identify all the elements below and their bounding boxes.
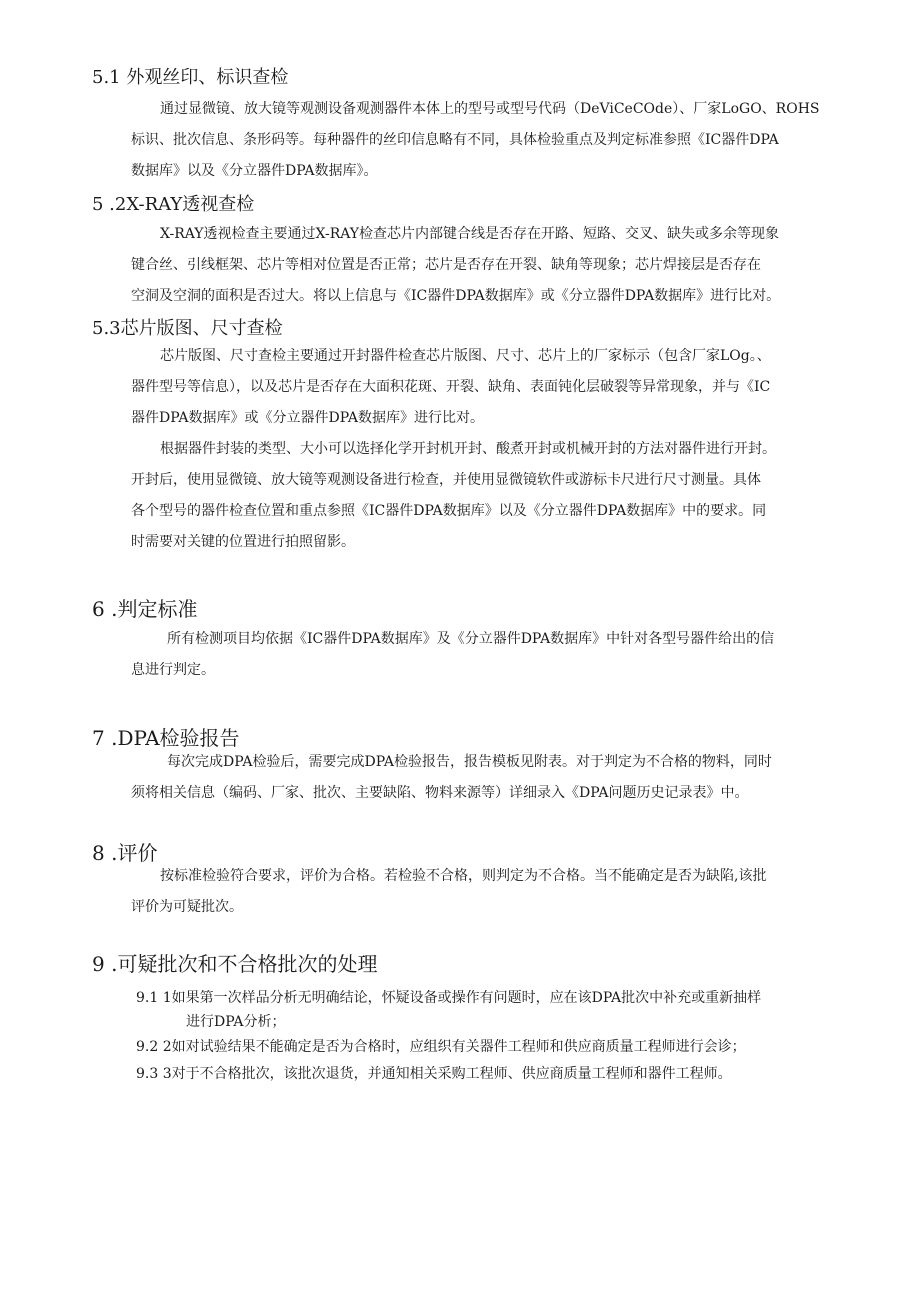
body-line: 根据器件封装的类型、大小可以选择化学开封机开封、酸煮开封或机械开封的方法对器件进行开封。 <box>160 441 776 457</box>
body-line: 数据库》以及《分立器件DPA数据库》。 <box>131 163 378 179</box>
body-line: 开封后，使用显微镜、放大镜等观测设备进行检查，并使用显微镜软件或游标卡尺进行尺寸测量。具体 <box>131 472 761 488</box>
item-9-2 <box>136 1035 746 1059</box>
section-5-3-para-1 <box>131 341 771 434</box>
body-line: 评价为可疑批次。 <box>131 899 243 915</box>
item-line: 9.1 1如果第一次样品分析无明确结论，怀疑设备或操作有问题时，应在该DPA批次中补充或重新抽样 <box>136 990 762 1006</box>
section-5-3-heading: 5.3芯片版图、尺寸查检 <box>92 318 283 339</box>
section-8-body <box>131 861 766 923</box>
body-line: 须将相关信息（编码、厂家、批次、主要缺陷、物料来源等）详细录入《DPA问题历史记录表》中。 <box>131 785 749 801</box>
body-line: 器件型号等信息），以及芯片是否存在大面积花斑、开裂、缺角、表面钝化层破裂等异常现象，并与《IC <box>131 379 771 395</box>
body-line: X-RAY透视检查主要通过X-RAY检查芯片内部键合线是否存在开路、短路、交叉、缺失或多余等现象 <box>160 226 780 242</box>
body-line: 所有检测项目均依据《IC器件DPA数据库》及《分立器件DPA数据库》中针对各型号器件给出的信 <box>167 631 775 647</box>
section-5-1-body <box>131 94 820 187</box>
section-6-heading: 6 .判定标准 <box>92 597 198 621</box>
section-7-body <box>131 747 772 809</box>
item-9-3 <box>136 1062 732 1086</box>
body-line: 芯片版图、尺寸查检主要通过开封器件检查芯片版图、尺寸、芯片上的厂家标示（包含厂家LOg。、 <box>160 348 771 364</box>
section-5-2-heading: 5 .2X-RAY透视查检 <box>92 194 255 215</box>
body-line: 键合丝、引线框架、芯片等相对位置是否正常；芯片是否存在开裂、缺角等现象；芯片焊接层是否存在 <box>131 257 761 273</box>
section-5-1-heading: 5.1 外观丝印、标识查检 <box>92 67 289 88</box>
item-line: 进行DPA分析； <box>186 1014 286 1030</box>
body-line: 标识、批次信息、条形码等。每种器件的丝印信息略有不同，具体检验重点及判定标准参照《IC器件DPA <box>131 132 779 148</box>
body-line: 通过显微镜、放大镜等观测设备观测器件本体上的型号或型号代码（DeViCeCOde）、厂家LoGO、ROHS <box>160 101 820 117</box>
section-8-heading: 8 .评价 <box>92 841 158 865</box>
section-7-heading: 7 .DPA检验报告 <box>92 726 240 750</box>
section-9-heading: 9 .可疑批次和不合格批次的处理 <box>92 952 378 976</box>
body-line: 息进行判定。 <box>131 662 215 678</box>
section-5-3-para-2 <box>131 434 776 558</box>
body-line: 各个型号的器件检查位置和重点参照《IC器件DPA数据库》以及《分立器件DPA数据库》中的要求。同 <box>131 503 767 519</box>
body-line: 每次完成DPA检验后，需要完成DPA检验报告，报告模板见附表。对于判定为不合格的物料，同时 <box>167 754 772 770</box>
section-5-2-body <box>131 219 780 312</box>
body-line: 器件DPA数据库》或《分立器件DPA数据库》进行比对。 <box>131 410 484 426</box>
body-line: 空洞及空洞的面积是否过大。将以上信息与《IC器件DPA数据库》或《分立器件DPA数据库》进行比对。 <box>131 288 781 304</box>
item-9-1 <box>136 986 761 1034</box>
item-line: 9.2 2如对试验结果不能确定是否为合格时，应组织有关器件工程师和供应商质量工程师进行会诊； <box>136 1039 746 1055</box>
section-6-body <box>131 624 774 686</box>
body-line: 按标准检验符合要求，评价为合格。若检验不合格，则判定为不合格。当不能确定是否为缺陷,该批 <box>160 868 767 884</box>
body-line: 时需要对关键的位置进行拍照留影。 <box>131 534 355 550</box>
item-line: 9.3 3对于不合格批次，该批次退货，并通知相关采购工程师、供应商质量工程师和器件工程师。 <box>136 1066 732 1082</box>
